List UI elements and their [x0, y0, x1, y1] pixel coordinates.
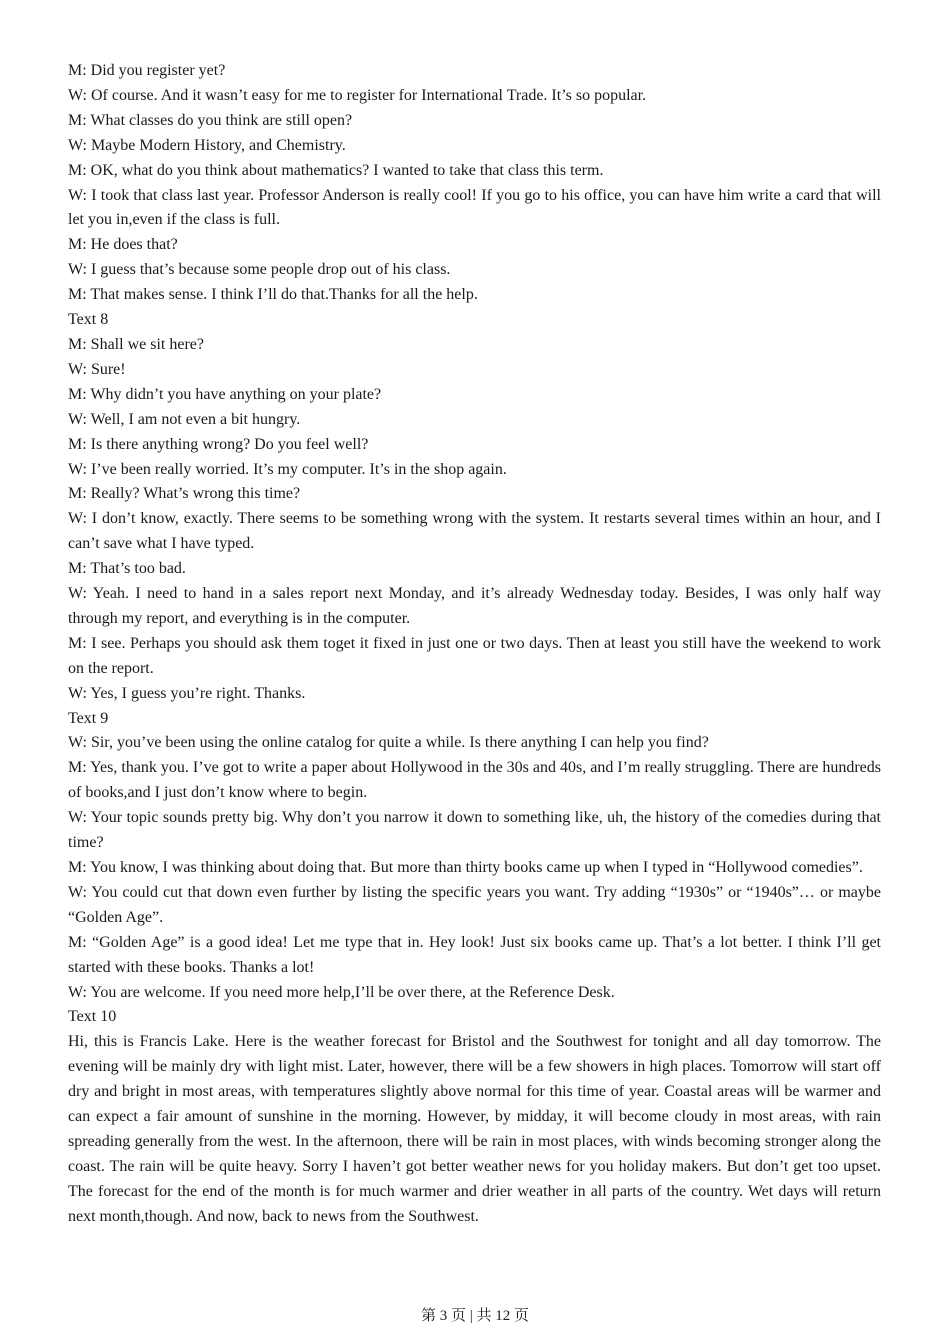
- dialogue-line: M: Really? What’s wrong this time?: [68, 485, 301, 503]
- dialogue-line: M: Shall we sit here?: [68, 335, 204, 353]
- section-heading-text-8: Text 8: [68, 311, 109, 329]
- dialogue-line: W: Sir, you’ve been using the online catalog for quite a while. Is there anything I can help you find?: [68, 734, 709, 752]
- dialogue-line: M: Why didn’t you have anything on your plate?: [68, 385, 382, 403]
- dialogue-line: W: Yeah. I need to hand in a sales report next Monday, and it’s already Wednesday today. Besides, I was only half way through my report, and everything is in the computer.: [68, 585, 881, 627]
- dialogue-line: M: Did you register yet?: [68, 62, 226, 79]
- dialogue-line: W: I guess that’s because some people drop out of his class.: [68, 261, 451, 279]
- dialogue-line: W: Your topic sounds pretty big. Why don’t you narrow it down to something like, uh, the history of the comedies during that time?: [68, 809, 881, 852]
- section-heading-text-10: Text 10: [68, 1008, 117, 1026]
- section-heading-text-9: Text 9: [68, 709, 109, 727]
- dialogue-line: M: That’s too bad.: [68, 560, 186, 578]
- dialogue-line: M: You know, I was thinking about doing that. But more than thirty books came up when I typed in “Hollywood comedies”.: [68, 859, 863, 876]
- dialogue-line: W: You are welcome. If you need more help,I’ll be over there, at the Reference Desk.: [68, 983, 615, 1001]
- dialogue-line: W: Maybe Modern History, and Chemistry.: [68, 136, 346, 154]
- dialogue-line: W: I’ve been really worried. It’s my computer. It’s in the shop again.: [68, 460, 507, 478]
- dialogue-line: M: That makes sense. I think I’ll do that.Thanks for all the help.: [68, 286, 478, 304]
- dialogue-line: W: Yes, I guess you’re right. Thanks.: [68, 684, 306, 702]
- dialogue-line: W: Well, I am not even a bit hungry.: [68, 410, 301, 428]
- dialogue-line: W: Of course. And it wasn’t easy for me to register for International Trade. It’s so popular.: [68, 86, 647, 104]
- dialogue-line: W: I took that class last year. Professor Anderson is really cool! If you go to his office, you can have him write a card that will let you in,even if the class is full.: [68, 186, 881, 229]
- dialogue-line: W: I don’t know, exactly. There seems to be something wrong with the system. It restarts several times within an hour, and I can’t save what I have typed.: [68, 510, 881, 553]
- dialogue-line: M: Yes, thank you. I’ve got to write a paper about Hollywood in the 30s and 40s, and I’m really struggling. There are hundreds of books,and I just don’t know where to begin.: [68, 759, 881, 802]
- dialogue-line: M: “Golden Age” is a good idea! Let me type that in. Hey look! Just six books came up. That’s a lot better. I think I’ll get started with these books. Thanks a lot!: [68, 933, 881, 976]
- page-body: [68, 59, 881, 1230]
- dialogue-line: M: I see. Perhaps you should ask them toget it fixed in just one or two days. Then at least you still have the weekend to work on the report.: [68, 634, 881, 677]
- dialogue-line: M: OK, what do you think about mathematics? I wanted to take that class this term.: [68, 161, 604, 179]
- dialogue-line: M: What classes do you think are still open?: [68, 111, 353, 129]
- dialogue-line: W: You could cut that down even further by listing the specific years you want. Try adding “1930s” or “1940s”… or maybe “Golden Age”.: [68, 883, 881, 926]
- dialogue-line: M: He does that?: [68, 236, 178, 254]
- dialogue-line: W: Sure!: [68, 360, 126, 378]
- monologue-paragraph: Hi, this is Francis Lake. Here is the weather forecast for Bristol and the Southwest for tonight and all day tomorrow. The evening will be mainly dry with light mist. Later, however, there will be a few showers in high places. Tomorrow will start off dry and bright in most areas, with temperatures slightly above normal for this time of year. Coastal areas will be warmer and can expect a fair amount of sunshine in the morning. However, by midday, it will become cloudy in most areas, with rain spreading generally from the west. In the afternoon, there will be rain in most places, with winds becoming stronger along the coast. The rain will be quite heavy. Sorry I haven’t got better weather news for you holiday makers. But don’t get too upset. The forecast for the end of the month is for much warmer and drier weather in all parts of the country. Wet days will return next month,though. And now, back to news from the Southwest.: [68, 1033, 881, 1225]
- dialogue-line: M: Is there anything wrong? Do you feel well?: [68, 435, 369, 453]
- page-footer: 第 3 页 | 共 12 页: [420, 1308, 529, 1324]
